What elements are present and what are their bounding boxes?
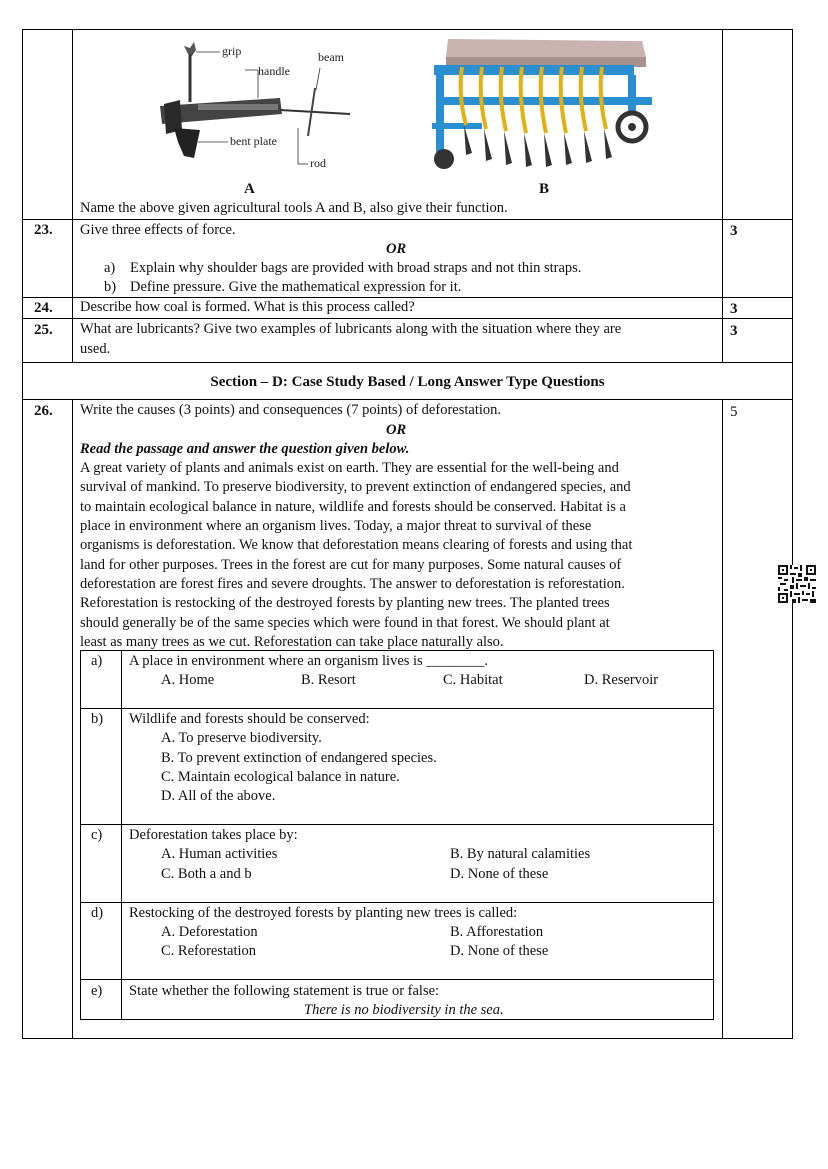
mcq-d-option: B. Afforestation xyxy=(450,924,544,940)
mcq-c-question: Deforestation takes place by: xyxy=(129,827,298,843)
mcq-e-statement: There is no biodiversity in the sea. xyxy=(304,1002,504,1018)
q26-number: 26. xyxy=(34,403,53,419)
passage-line: Reforestation is restocking of the destroyed forests by planting new trees. The planted trees xyxy=(80,595,610,612)
label-rod: rod xyxy=(310,156,326,170)
q24-marks: 3 xyxy=(730,301,738,317)
passage-line: land for other purposes. Trees in the forest are cut for many purposes. Some natural causes of xyxy=(80,556,622,573)
mcq-b-question: Wildlife and forests should be conserved: xyxy=(129,711,370,727)
mcq-a-option: C. Habitat xyxy=(443,672,503,688)
q25-marks: 3 xyxy=(730,323,738,339)
mcq-b-option: B. To prevent extinction of endangered species. xyxy=(161,750,437,766)
q26-or: OR xyxy=(386,422,407,438)
q23-sub-b-label: b) xyxy=(104,279,117,295)
label-beam: beam xyxy=(318,50,344,64)
q24-number: 24. xyxy=(34,300,53,316)
q23-number: 23. xyxy=(34,222,53,238)
mcq-b-option: C. Maintain ecological balance in nature. xyxy=(161,769,400,785)
tool-b-figure xyxy=(432,35,658,175)
q23-or: OR xyxy=(386,241,407,257)
mcq-c-option: D. None of these xyxy=(450,866,549,882)
mcq-d-label: d) xyxy=(91,905,104,921)
label-handle: handle xyxy=(258,64,290,78)
q24-text: Describe how coal is formed. What is this process called? xyxy=(80,299,415,315)
mcq-d-option: D. None of these xyxy=(450,943,549,959)
q26-instruction: Read the passage and answer the question given below. xyxy=(80,441,410,457)
passage-line: deforestation are forest fires and severe droughts. The answer to deforestation is reforestation. xyxy=(80,576,625,593)
tool-a-label: A xyxy=(244,181,255,197)
q25-line-2: used. xyxy=(80,341,111,357)
mcq-a-label: a) xyxy=(91,653,103,669)
mcq-d-option: C. Reforestation xyxy=(161,943,257,959)
mcq-a-option: B. Resort xyxy=(301,672,356,688)
q26-marks: 5 xyxy=(730,404,738,420)
passage-line: place in environment where an organism lives. Today, a major threat to survival of these xyxy=(80,518,592,535)
case-passage xyxy=(80,459,720,652)
passage-line: A great variety of plants and animals exist on earth. They are essential for the well-being and xyxy=(80,460,619,476)
figure-question: Name the above given agricultural tools A and B, also give their function. xyxy=(80,200,508,216)
mcq-d-option: A. Deforestation xyxy=(161,924,258,940)
passage-line: organisms is deforestation. We know that deforestation means clearing of forests and using that xyxy=(80,537,633,554)
q25-number: 25. xyxy=(34,322,53,338)
q23-sub-a: Explain why shoulder bags are provided with broad straps and not thin straps. xyxy=(130,260,582,276)
mcq-e-question: State whether the following statement is true or false: xyxy=(129,983,440,999)
tool-b-label: B xyxy=(539,181,550,197)
q23-marks: 3 xyxy=(730,223,738,239)
qr-code-icon xyxy=(778,565,816,603)
q23-sub-b: Define pressure. Give the mathematical expression for it. xyxy=(130,279,462,295)
passage-line: least as many trees as we cut. Reforestation can take place naturally also. xyxy=(80,634,504,651)
mcq-a-question: A place in environment where an organism lives is ________. xyxy=(129,653,488,669)
mcq-d-question: Restocking of the destroyed forests by planting new trees is called: xyxy=(129,905,518,921)
q26-text: Write the causes (3 points) and consequences (7 points) of deforestation. xyxy=(80,402,501,418)
mcq-c-option: C. Both a and b xyxy=(161,866,252,882)
mcq-c-option: A. Human activities xyxy=(161,846,278,862)
q25-line-1: What are lubricants? Give two examples of lubricants along with the situation where they are xyxy=(80,321,622,337)
mcq-e-label: e) xyxy=(91,983,103,999)
passage-line: survival of mankind. To preserve biodiversity, to prevent extinction of endangered species, and xyxy=(80,479,631,496)
section-title: Section – D: Case Study Based / Long Answer Type Questions xyxy=(210,374,605,390)
mcq-c-label: c) xyxy=(91,827,103,843)
mcq-a-option: D. Reservoir xyxy=(584,672,659,688)
passage-line: to maintain ecological balance in nature, wildlife and forests should be conserved. Habitat is a xyxy=(80,498,626,515)
mcq-b-label: b) xyxy=(91,711,104,727)
q23-sub-a-label: a) xyxy=(104,260,116,276)
label-grip: grip xyxy=(222,44,242,58)
mcq-c-option: B. By natural calamities xyxy=(450,846,591,862)
passage-line: should generally be of the same species which were found in that forest. We should plant at xyxy=(80,614,610,631)
mcq-b-option: A. To preserve biodiversity. xyxy=(161,730,322,746)
mcq-b-option: D. All of the above. xyxy=(161,788,276,804)
tool-a-figure xyxy=(150,38,370,178)
label-bent-plate: bent plate xyxy=(230,134,277,148)
q23-text: Give three effects of force. xyxy=(80,222,236,238)
mcq-a-option: A. Home xyxy=(161,672,215,688)
